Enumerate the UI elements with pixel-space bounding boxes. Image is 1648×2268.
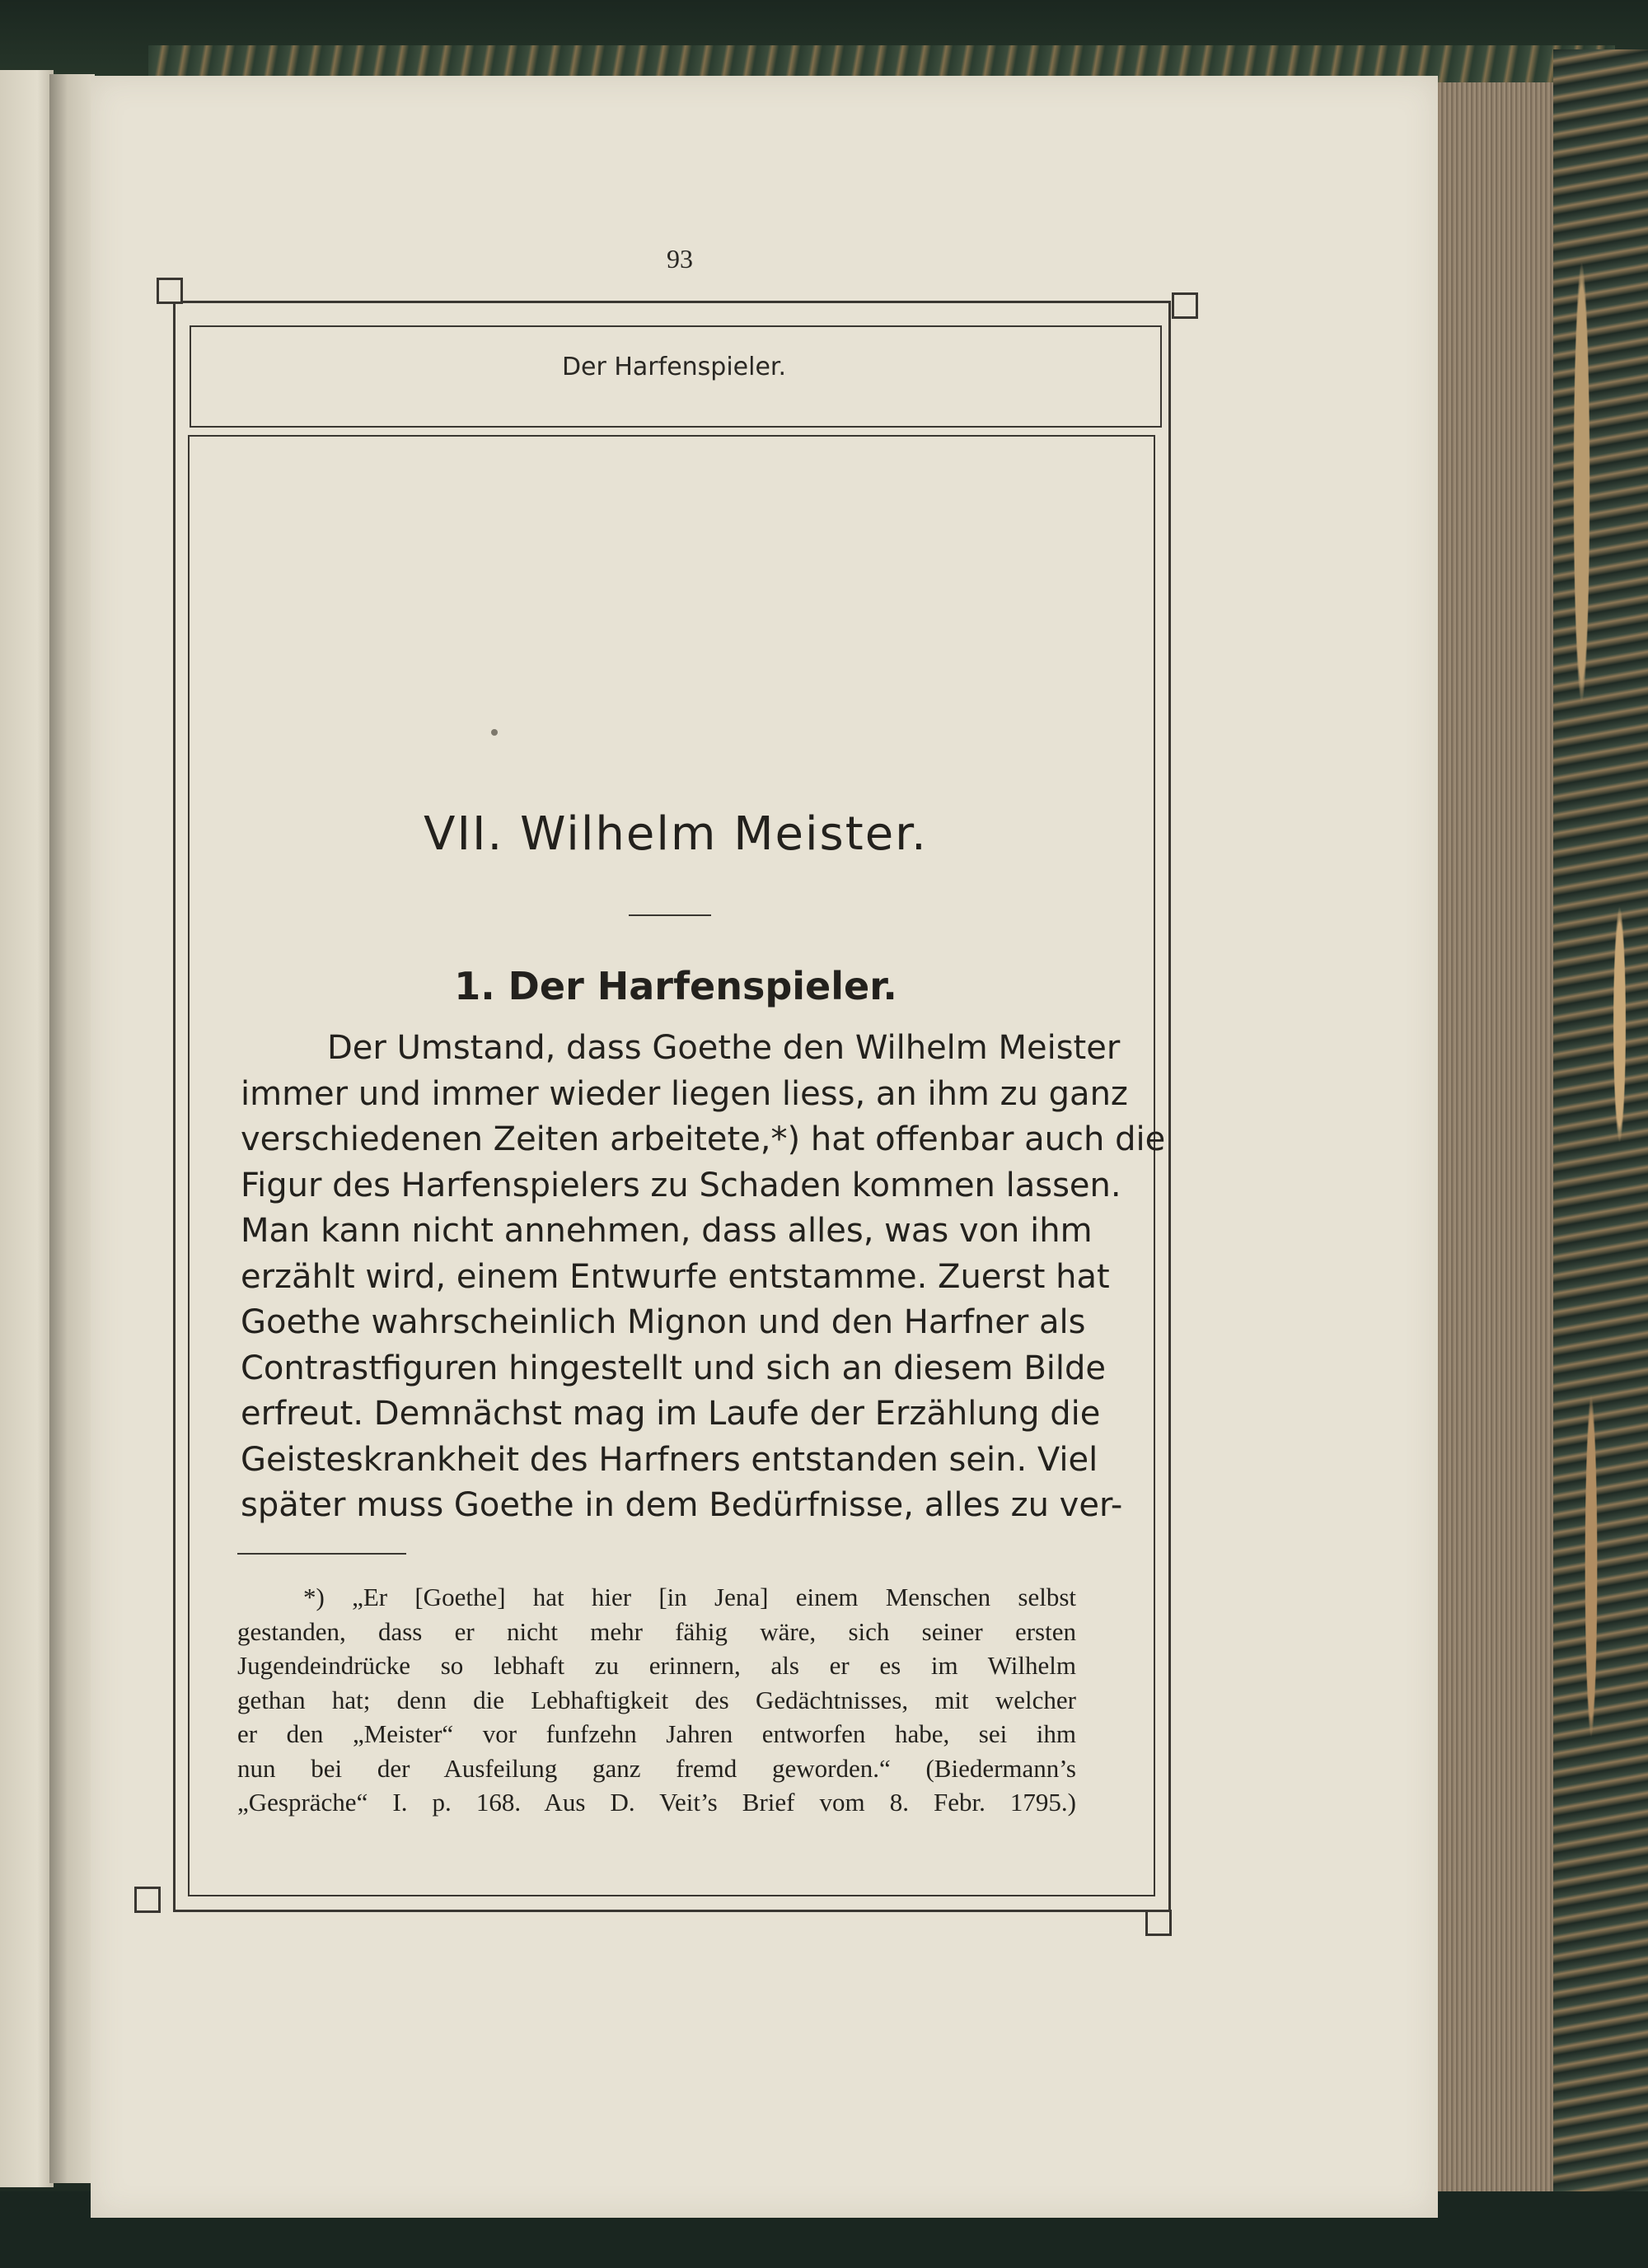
- body-paragraph: [241, 1026, 1166, 1529]
- running-head: Der Harfenspieler.: [561, 353, 787, 381]
- book-gutter: [49, 74, 95, 2183]
- left-page-edge: [0, 70, 54, 2187]
- footnote-line: gestanden, dass er nicht mehr fähig wäre, sich seiner ersten: [237, 1616, 1076, 1646]
- footnote: [237, 1580, 1076, 1820]
- frame-corner-top-right: [1172, 292, 1198, 319]
- body-line: Contrastfiguren hingestellt und sich an diesem Bilde: [241, 1349, 1106, 1387]
- body-line: Geisteskrankheit des Harfners entstanden sein. Viel: [241, 1440, 1098, 1479]
- body-line: Man kann nicht annehmen, dass alles, was von ihm: [241, 1212, 1093, 1250]
- title-divider: [629, 914, 711, 916]
- ink-speck: [491, 729, 498, 736]
- body-line: Figur des Harfenspielers zu Schaden kommen lassen.: [241, 1166, 1121, 1204]
- frame-corner-bottom-right: [1145, 1910, 1172, 1936]
- body-line: verschiedenen Zeiten arbeitete,*) hat offenbar auch die: [241, 1120, 1166, 1158]
- footnote-line: Jugendeindrücke so lebhaft zu erinnern, als er es im Wilhelm: [237, 1651, 1076, 1680]
- footnote-line: „Gespräche“ I. p. 168. Aus D. Veit’s Brief vom 8. Febr. 1795.): [237, 1788, 1076, 1817]
- footnote-line: gethan hat; denn die Lebhaftigkeit des Gedächtnisses, mit welcher: [237, 1685, 1076, 1714]
- chapter-title: VII. Wilhelm Meister.: [424, 807, 928, 861]
- footnote-line: er den „Meister“ vor funfzehn Jahren entworfen habe, sei ihm: [237, 1719, 1076, 1748]
- footnote-line: nun bei der Ausfeilung ganz fremd geworden.“ (Biedermann’s: [237, 1753, 1076, 1783]
- footnote-line: *) „Er [Goethe] hat hier [in Jena] einem Menschen selbst: [303, 1583, 1076, 1611]
- footnote-rule: [237, 1553, 406, 1555]
- body-line: Goethe wahrscheinlich Mignon und den Harfner als: [241, 1303, 1086, 1341]
- body-line: Der Umstand, dass Goethe den Wilhelm Meister: [327, 1029, 1121, 1067]
- frame-corner-top-left: [157, 278, 183, 304]
- frame-corner-bottom-left: [134, 1887, 161, 1913]
- body-line: immer und immer wieder liegen liess, an ihm zu ganz: [241, 1074, 1128, 1113]
- body-line: später muss Goethe in dem Bedürfnisse, alles zu ver-: [241, 1486, 1123, 1524]
- body-line: erzählt wird, einem Entwurfe entstamme. Zuerst hat: [241, 1257, 1110, 1296]
- section-title: 1. Der Harfenspieler.: [454, 964, 897, 1008]
- page-number: 93: [667, 244, 693, 274]
- body-line: erfreut. Demnächst mag im Laufe der Erzählung die: [241, 1395, 1101, 1433]
- marbled-binding: [1553, 49, 1648, 2216]
- page-edges: [1434, 82, 1557, 2216]
